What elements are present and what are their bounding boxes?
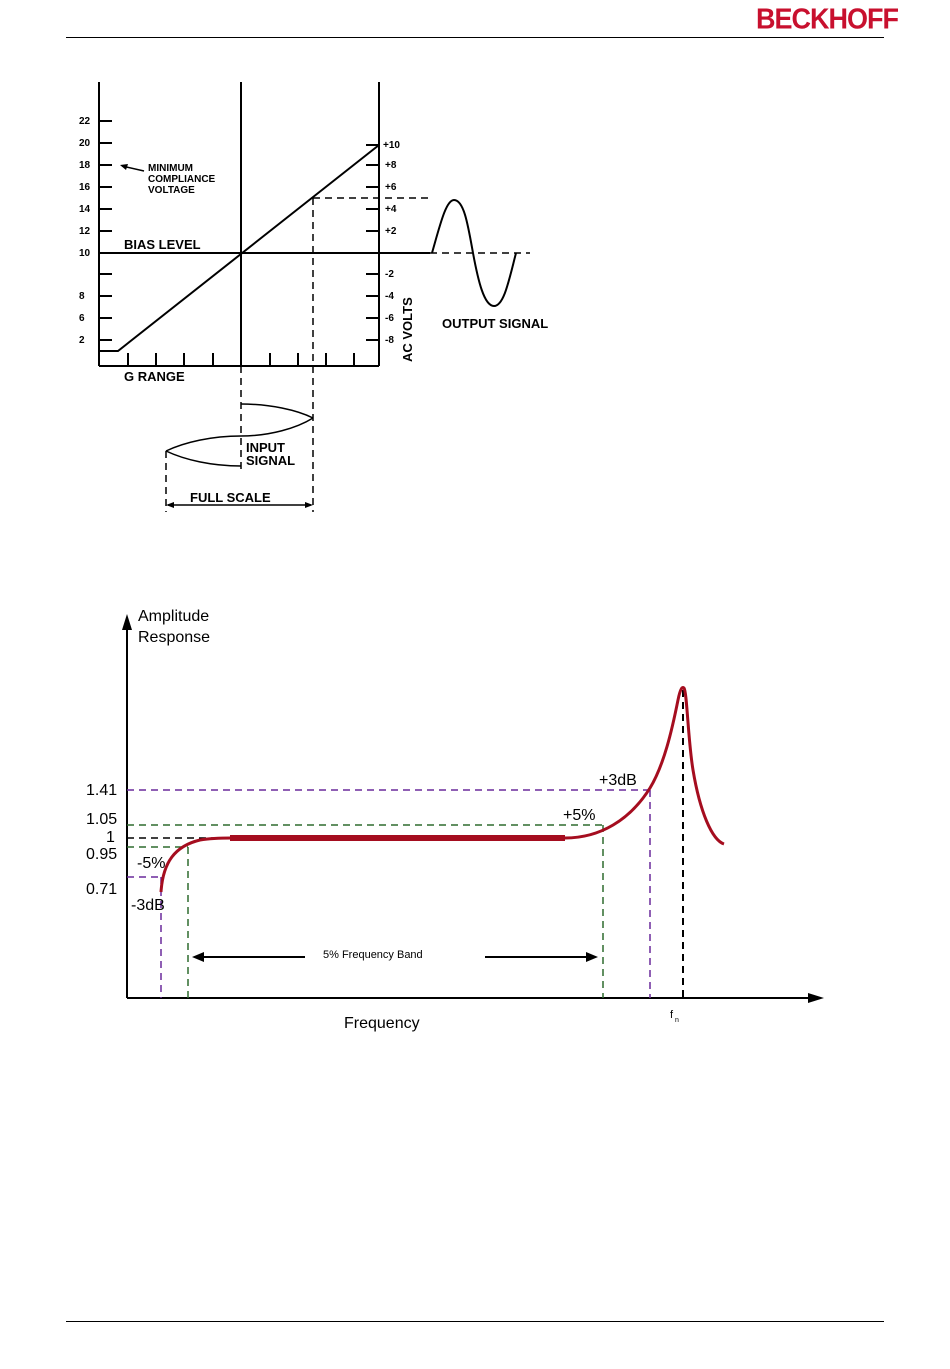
right-tick-label: +2: [385, 226, 397, 237]
plus3db-label: +3dB: [599, 772, 637, 789]
left-tick-label: 6: [79, 313, 85, 324]
input-signal-wave-a: [166, 418, 313, 451]
right-tick-label: -2: [385, 269, 394, 280]
input-signal-label: INPUT: [246, 440, 285, 455]
left-tick-label: 14: [79, 204, 91, 215]
level-label-1: 1: [106, 829, 115, 846]
left-tick-label: 8: [79, 291, 85, 302]
level-label-071: 0.71: [86, 881, 118, 898]
response-curve-low: [161, 838, 232, 892]
left-tick-label: 20: [79, 138, 91, 149]
fn-subscript: n: [675, 1017, 679, 1024]
min-compliance-label: VOLTAGE: [148, 185, 195, 196]
left-tick-label: 16: [79, 182, 91, 193]
fn-label: f: [670, 1009, 674, 1021]
x-axis-label: Frequency: [344, 1015, 420, 1032]
footer-rule: [66, 1321, 884, 1322]
minus5-label: -5%: [137, 855, 166, 872]
input-signal-wave-b: [166, 451, 241, 466]
left-tick-label: 18: [79, 160, 91, 171]
input-signal-label: SIGNAL: [246, 453, 296, 468]
right-tick-label: +6: [385, 182, 397, 193]
bias-level-label: BIAS LEVEL: [124, 237, 201, 252]
y-axis-label: Amplitude: [138, 608, 210, 625]
x-axis-arrowhead: [808, 993, 824, 1003]
g-range-label: G RANGE: [124, 369, 185, 384]
right-tick-label: -6: [385, 313, 394, 324]
right-tick-label: -8: [385, 335, 394, 346]
frequency-band-label: 5% Frequency Band: [323, 949, 423, 961]
level-label-105: 1.05: [86, 811, 118, 828]
full-scale-label: FULL SCALE: [190, 490, 271, 505]
left-tick-label: 10: [79, 248, 91, 259]
minus3db-label: -3dB: [131, 897, 165, 914]
right-tick-label: -4: [385, 291, 394, 302]
left-tick-label: 12: [79, 226, 91, 237]
y-axis-arrowhead: [122, 614, 132, 630]
left-tick-label: 22: [79, 116, 91, 127]
output-signal-label: OUTPUT SIGNAL: [442, 316, 549, 331]
ac-volts-label: AC VOLTS: [400, 297, 415, 362]
bias-level-diagram: [0, 0, 950, 560]
min-compliance-label: COMPLIANCE: [148, 174, 216, 185]
right-tick-label: +10: [383, 140, 400, 151]
right-tick-label: +4: [385, 204, 397, 215]
response-curve-resonance: [565, 688, 724, 845]
y-axis-label: Response: [138, 629, 211, 646]
plus5-label: +5%: [563, 807, 596, 824]
left-tick-label: 2: [79, 335, 85, 346]
level-label-141: 1.41: [86, 782, 118, 799]
level-label-095: 0.95: [86, 846, 118, 863]
brand-logo: BECKHOFF: [756, 3, 898, 35]
right-tick-label: +8: [385, 160, 397, 171]
min-compliance-label: MINIMUM: [148, 163, 193, 174]
input-signal-wave-c: [241, 404, 313, 418]
